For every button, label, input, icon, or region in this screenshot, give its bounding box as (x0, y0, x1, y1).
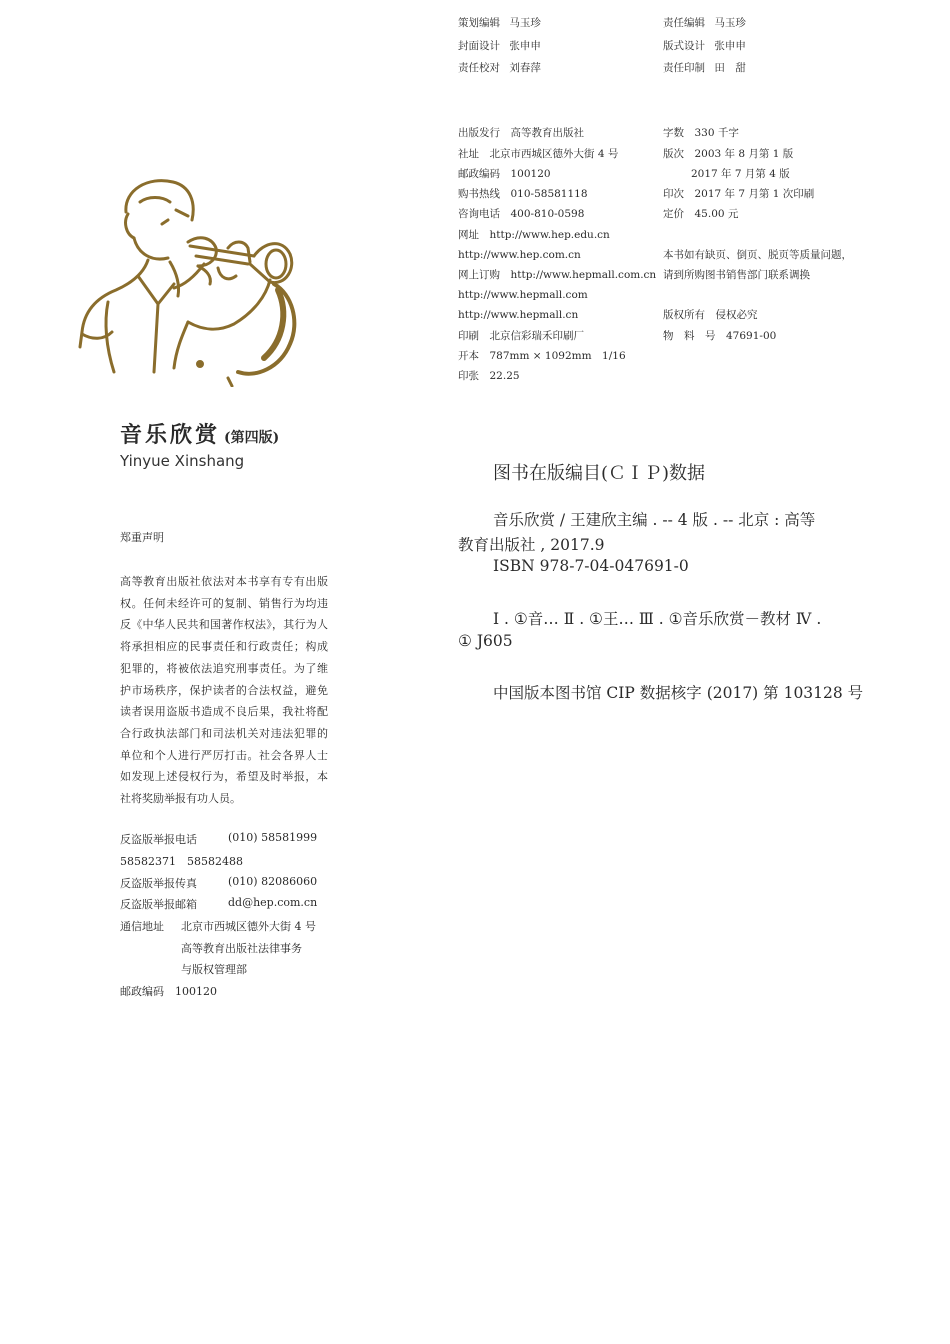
book-title (120, 418, 279, 449)
email-label: 反盗版举报邮箱 (120, 898, 197, 911)
pub-line: 网址 http://www.hep.edu.cn (458, 229, 610, 241)
address-line: 与版权管理部 (181, 963, 247, 976)
fax-row (120, 875, 318, 891)
staff-row (458, 15, 541, 30)
staff-row (458, 38, 541, 53)
pub-line: http://www.hepmall.com (458, 289, 588, 301)
address-line: 高等教育出版社法律事务 (181, 942, 302, 955)
hotline-extra: 58582371 58582488 (120, 855, 243, 868)
cip-classification: Ⅰ . ①音… Ⅱ . ①王… Ⅲ . ①音乐欣赏－教材 Ⅳ . (493, 610, 822, 628)
staff-value: 张申申 (509, 40, 541, 52)
book-title-text: 音乐欣赏 (120, 422, 221, 448)
pub-line: 印张 22.25 (458, 370, 520, 382)
copyright-note: 版权所有 侵权必究 (663, 309, 758, 321)
cip-record-number: 中国版本图书馆 CIP 数据核字 (2017) 第 103128 号 (493, 684, 864, 702)
staff-value: 张申申 (714, 40, 746, 52)
pub-line: 咨询电话 400-810-0598 (458, 208, 585, 220)
staff-label: 责任编辑 (663, 17, 705, 29)
printing-info: 印次 2017 年 7 月第 1 次印刷 (663, 188, 815, 200)
staff-label: 责任印制 (663, 62, 705, 74)
book-pinyin: Yinyue Xinshang (120, 452, 245, 470)
staff-row (663, 38, 746, 53)
address-label: 通信地址 (120, 920, 164, 933)
cip-classification: ① J605 (458, 632, 513, 650)
edition-info: 版次 2003 年 8 月第 1 版 (663, 148, 794, 160)
price: 定价 45.00 元 (663, 208, 739, 220)
staff-value: 马玉珍 (714, 17, 746, 29)
staff-value: 刘春萍 (509, 62, 541, 74)
staff-label: 责任校对 (458, 62, 500, 74)
staff-row (663, 15, 746, 30)
pub-line: 社址 北京市西城区德外大街 4 号 (458, 148, 619, 160)
quality-note: 本书如有缺页、倒页、脱页等质量问题， (663, 249, 852, 261)
material-number: 物 料 号 47691-00 (663, 330, 777, 342)
email-value: dd@hep.com.cn (228, 896, 318, 909)
hotline-label: 反盗版举报电话 (120, 833, 197, 846)
pub-line: http://www.hepmall.cn (458, 309, 579, 321)
cip-isbn: ISBN 978-7-04-047691-0 (493, 557, 689, 575)
cip-line: 音乐欣赏 / 王建欣主编 . -- 4 版 . -- 北京 : 高等 (493, 511, 816, 529)
staff-label: 策划编辑 (458, 17, 500, 29)
pub-line: 网上订购 http://www.hepmall.com.cn (458, 269, 657, 281)
staff-row (663, 60, 746, 75)
word-count: 字数 330 千字 (663, 127, 739, 139)
notice-heading: 郑重声明 (120, 531, 164, 544)
staff-label: 封面设计 (458, 40, 500, 52)
pub-line: 开本 787mm × 1092mm 1/16 (458, 350, 626, 362)
hotline-row (120, 831, 318, 847)
trumpet-player-illustration (78, 172, 318, 387)
email-row (120, 896, 318, 912)
notice-body: 高等教育出版社依法对本书享有专有出版权。任何未经许可的复制、销售行为均违反《中华人民共和国著作权法》，其行为人将承担相应的民事责任和行政责任；构成犯罪的，将被依法追究刑事责任。为了维护市场秩序，保护读者的合法权益，避免读者误用盗版书造成不良后果，我社将配合行政执法部门和司法机关对违法犯罪的单位和个人进行严厉打击。社会各界人士如发现上述侵权行为，希望及时举报，本社将奖励举报有功人员。 (120, 575, 328, 806)
staff-label: 版式设计 (663, 40, 705, 52)
pub-line: http://www.hep.com.cn (458, 249, 581, 261)
staff-value: 马玉珍 (509, 17, 541, 29)
pub-line: 邮政编码 100120 (458, 168, 551, 180)
pub-line: 出版发行 高等教育出版社 (458, 127, 584, 139)
fax-value: (010) 82086060 (228, 875, 318, 888)
fax-label: 反盗版举报传真 (120, 877, 197, 890)
address-line: 北京市西城区德外大街 4 号 (181, 920, 316, 933)
staff-value: 田 甜 (714, 62, 746, 74)
pub-line: 购书热线 010-58581118 (458, 188, 588, 200)
quality-note: 请到所购图书销售部门联系调换 (663, 269, 810, 281)
pub-line: 印刷 北京信彩瑞禾印刷厂 (458, 330, 584, 342)
book-edition: (第四版) (224, 430, 280, 446)
cip-line: 教育出版社 , 2017.9 (458, 536, 605, 554)
cip-heading: 图书在版编目(ＣＩＰ)数据 (493, 463, 706, 484)
postcode: 邮政编码 100120 (120, 985, 217, 998)
hotline-value: (010) 58581999 (228, 831, 318, 844)
staff-row (458, 60, 541, 75)
edition-current: 2017 年 7 月第 4 版 (691, 168, 790, 180)
